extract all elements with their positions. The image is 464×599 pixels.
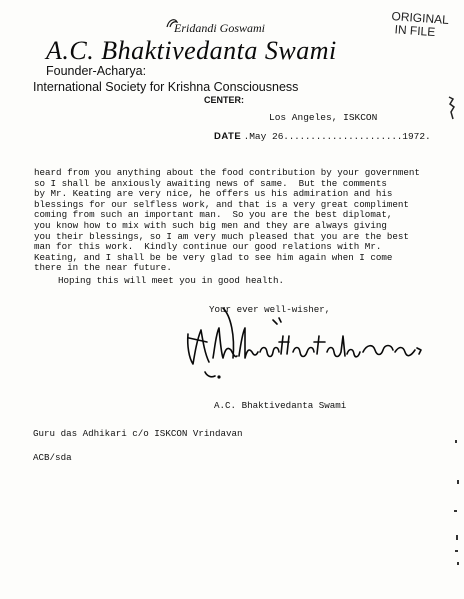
typed-signature-name: A.C. Bhaktivedanta Swami <box>214 400 347 411</box>
center-label: CENTER: <box>204 95 244 105</box>
founder-acharya-label: Founder-Acharya: <box>46 64 147 78</box>
date-dots: . <box>243 132 250 142</box>
body-line: you know how to mix with such big men and they are always giving <box>34 219 387 231</box>
date-label: DATE <box>214 131 242 142</box>
body-line: blessings for our selfless work, and that is a very great compliment <box>34 198 409 210</box>
date-filler-dots: ...................... <box>283 132 403 142</box>
body-line: you their blessings, so I am very much pleased that you are the best <box>34 230 409 242</box>
date-month-day: May 26 <box>249 131 284 142</box>
body-line: there in the near future. <box>34 262 172 274</box>
margin-mark-icon <box>446 95 456 121</box>
letterhead-name: A.C. Bhaktivedanta Swami <box>46 36 337 65</box>
stamp-line-2: IN FILE <box>394 22 436 40</box>
center-location: Los Angeles, ISKCON <box>269 112 378 123</box>
stamp-line-1: ORIGINAL <box>391 9 450 28</box>
copy-recipient: Guru das Adhikari c/o ISKCON Vrindavan <box>33 428 243 439</box>
body-line: by Mr. Keating are very nice, he offers us his admiration and his <box>34 188 393 200</box>
date-year: 1972. <box>402 131 431 142</box>
body-line: coming from such an important man. So you are the best diplomat, <box>34 209 393 221</box>
date-line <box>214 131 431 142</box>
valediction: Your ever well-wisher, <box>209 304 331 315</box>
closing-line: Hoping this will meet you in good health. <box>58 275 285 286</box>
eridandi-goswami-title: Eridandi Goswami <box>174 21 266 35</box>
body-line: heard from you anything about the food contribution by your government <box>34 167 420 178</box>
body-line: man for this work. Kindly continue our good relations with Mr. <box>34 241 382 253</box>
letter-body <box>34 168 444 274</box>
original-in-file-stamp <box>390 10 449 40</box>
scan-edge-marks-icon <box>452 440 462 580</box>
society-name: International Society for Krishna Consciousness <box>33 80 299 94</box>
typist-initials: ACB/sda <box>33 452 72 463</box>
body-line: Keating, and I shall be be very glad to see him again when I come <box>34 251 393 263</box>
handwritten-signature <box>183 306 433 382</box>
body-line: so I shall be anxiously awaiting news of same. But the comments <box>34 177 387 189</box>
